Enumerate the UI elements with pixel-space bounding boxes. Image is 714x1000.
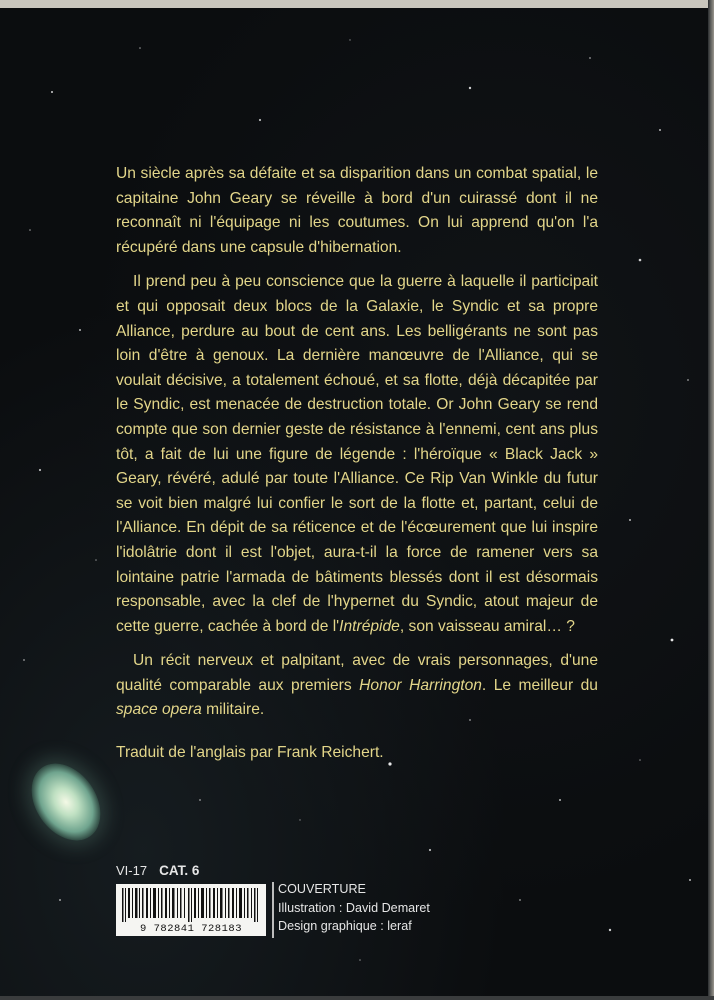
credits-divider bbox=[272, 882, 274, 938]
design-credit: Design graphique : leraf bbox=[278, 919, 412, 933]
blurb-paragraph-1: Un siècle après sa défaite et sa disparition dans un combat spatial, le capitaine John Geary se réveille à bord d'un cuirassé dont il ne reconnaît ni l'équipage ni les coutumes. On lui apprend qu'on l'a récupéré dans une capsule d'hibernation. bbox=[116, 165, 598, 256]
cover-credits bbox=[278, 880, 430, 936]
category-code: CAT. 6 bbox=[159, 863, 200, 878]
series-title: Honor Harrington bbox=[359, 676, 482, 694]
cover-edge-right bbox=[708, 0, 714, 1000]
cover-edge-bottom bbox=[0, 996, 714, 1000]
edition-code: VI-17 bbox=[116, 863, 148, 878]
illustration-credit: Illustration : David Demaret bbox=[278, 900, 430, 915]
credits-heading: COUVERTURE bbox=[278, 882, 366, 896]
genre-name: space opera bbox=[116, 701, 202, 719]
isbn-number: 9 782841 728183 bbox=[139, 923, 242, 935]
ship-name: Intrépide bbox=[339, 617, 400, 635]
blurb-paragraph-3: Un récit nerveux et palpitant, avec de vrais personnages, d'une qualité comparable aux premiers Honor Harrington. Le meilleur du space opera militaire. bbox=[116, 652, 598, 719]
catalog-codes bbox=[116, 863, 199, 878]
translator-credit: Traduit de l'anglais par Frank Reichert. bbox=[116, 744, 384, 762]
cover-edge-top bbox=[0, 0, 714, 8]
blurb-text bbox=[116, 162, 598, 776]
blurb-paragraph-2: Il prend peu à peu conscience que la guerre à laquelle il participait et qui opposait deux blocs de la Galaxie, le Syndic et sa propre Alliance, perdure au bout de cent ans. Les belligérants ne sont pas loin d'être à genoux. La dernière manœuvre de l'Alliance, qui se voulait décisive, a totalement échoué, et sa flotte, déjà décapitée par le Syndic, est menacée de destruction totale. Or John Geary se rend compte que son dernier geste de résistance à l'ennemi, cent ans plus tôt, a fait de lui une figure de légende : l'héroïque « Black Jack » Geary, révéré, adulé par toute l'Alliance. Ce Rip Van Winkle du futur se voit bien malgré lui confier le sort de la flotte et, partant, celui de l'Alliance. En dépit de sa réticence et de l'écœurement que lui inspire l'idolâtrie dont il est l'objet, aura-t-il la force de ramener vers sa lointaine patrie l'armada de bâtiments blessés dont il est désormais responsable, avec la clef de l'hypernet du Syndic, atout majeur de cette guerre, cachée à bord de l'Intrépide, son vaisseau amiral… ? bbox=[116, 273, 598, 635]
barcode bbox=[116, 884, 266, 936]
barcode-bars bbox=[120, 888, 262, 922]
